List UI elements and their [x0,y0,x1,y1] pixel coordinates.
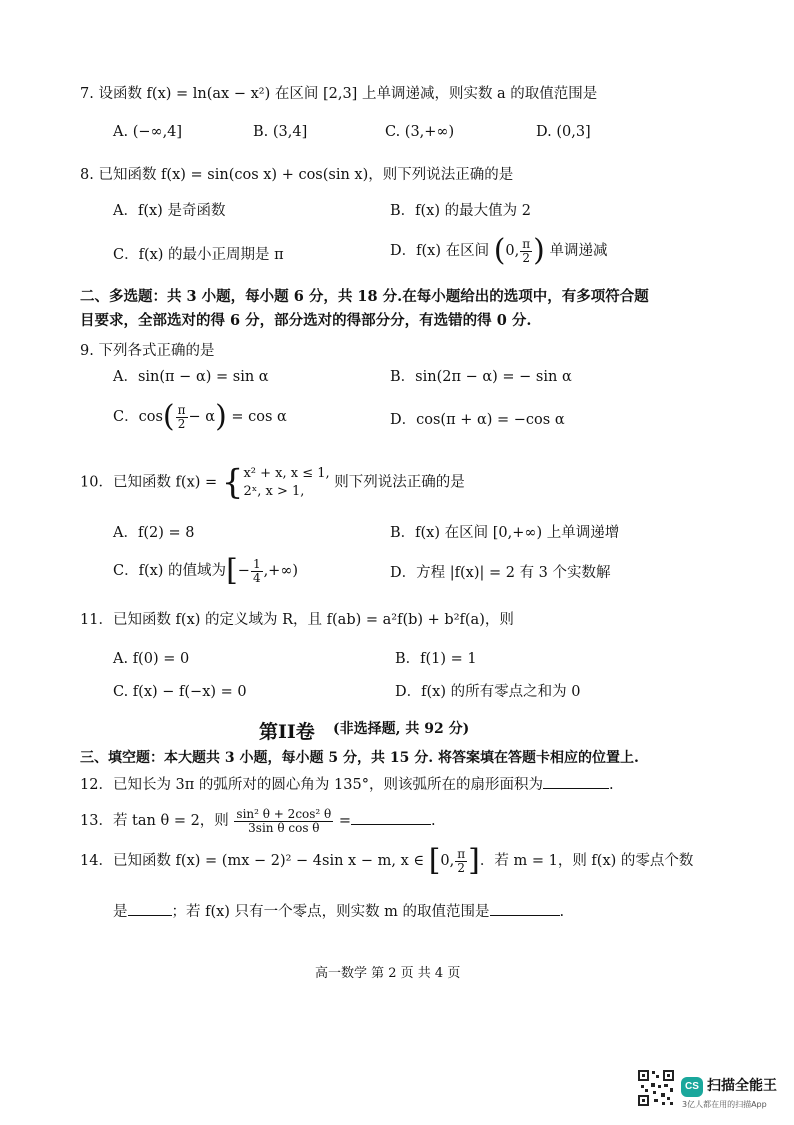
q14-line2: 是 ；若 f(x) 只有一个零点，则实数 m 的取值范围是 . [113,904,565,920]
q8-d-fraction: $\frac{\pi}{2}$ [522,236,531,265]
q8-option-c: C．f(x) 的最小正周期是 π [113,247,284,263]
q9-option-a: A．sin(π − α) = sin α [113,369,269,385]
q9-c-fraction: $\frac{\pi}{2}$ [177,402,186,431]
q9-option-d: D．cos(π + α) = −cos α [390,412,565,428]
scanner-app-title: 扫描全能王 [707,1078,777,1094]
q10-c-fraction: $\frac{1}{4}$ [252,556,261,585]
page-footer: 高一数学 第 2 页 共 4 页 [315,966,461,981]
q8-option-b: B．f(x) 的最大值为 2 [390,203,531,219]
q11-stem: 11．已知函数 f(x) 的定义域为 R，且 f(ab) = a²f(b) + b²f(a)，则 [80,612,514,628]
q8-option-a: A．f(x) 是奇函数 [113,203,226,219]
q10-option-c: C．f(x) 的值域为[− $\frac{1}{4}$ ,+∞) [113,553,299,588]
q13-stem: 13．若 tan θ = 2，则 $\frac{\text{sin² θ + 2cos² θ}}{\text{3sin θ cos θ}}$ = . [80,807,436,835]
q14-stem: 14．已知函数 f(x) = (mx − 2)² − 4sin x − m, x ∈ [0, $\frac{\pi}{2}$ ]．若 m = 1，则 f(x) 的零点个数 [80,843,694,878]
part2-title: 第II卷 [259,721,315,743]
q13-fraction: $\frac{\text{sin² θ + 2cos² θ}}{\text{3sin θ cos θ}}$ [236,807,332,835]
q7-option-a: A. (−∞,4] [113,124,183,140]
q8-option-d: D．f(x) 在区间 (0, $\frac{\pi}{2}$ ) 单调递减 [390,233,608,268]
q11-option-a: A. f(0) = 0 [113,651,190,667]
q12-answer-blank[interactable] [543,776,609,789]
q14-answer-blank-2[interactable] [490,903,560,916]
q14-fraction: $\frac{\pi}{2}$ [457,846,466,875]
q10-option-d: D．方程 |f(x)| = 2 有 3 个实数解 [390,565,611,581]
q10-piecewise: x² + x, x ≤ 1, 2ˣ, x > 1, [243,466,330,499]
q11-option-b: B．f(1) = 1 [395,651,477,667]
q9-option-c: C．cos( $\frac{\pi}{2}$ − α) = cos α [113,399,287,434]
q7-stem: 7. 设函数 f(x) = ln(ax − x²) 在区间 [2,3] 上单调递减，则实数 a 的取值范围是 [80,86,598,102]
scanner-app-slogan: 3亿人都在用的扫描App [682,1100,767,1109]
q8-stem: 8. 已知函数 f(x) = sin(cos x) + cos(sin x)，则下列说法正确的是 [80,167,514,183]
qr-code-icon [637,1069,675,1107]
q10-stem: 10．已知函数 f(x) = { x² + x, x ≤ 1, 2ˣ, x > 1, 则下列说法正确的是 [80,462,465,503]
q9-option-b: B．sin(2π − α) = − sin α [390,369,572,385]
q7-option-b: B. (3,4] [253,124,308,140]
cs-logo: CS [681,1077,703,1097]
q9-stem: 9. 下列各式正确的是 [80,343,215,359]
section3-heading: 三、填空题：本大题共 3 小题，每小题 5 分，共 15 分. 将答案填在答题卡相应的位置上. [80,750,639,766]
q10-option-a: A．f(2) = 8 [113,525,195,541]
q7-option-d: D. (0,3] [536,124,591,140]
section2-heading-line2: 目要求，全部选对的得 6 分，部分选对的得部分分，有选错的得 0 分. [80,312,532,329]
section2-heading-line1: 二、多选题：共 3 小题，每小题 6 分，共 18 分.在每小题给出的选项中，有多项符合题 [80,288,649,305]
q12-stem: 12．已知长为 3π 的弧所对的圆心角为 135°，则该弧所在的扇形面积为 . [80,777,614,793]
q11-option-d: D．f(x) 的所有零点之和为 0 [395,684,581,700]
q10-option-b: B．f(x) 在区间 [0,+∞) 上单调递增 [390,525,620,541]
q13-answer-blank[interactable] [351,812,431,825]
part2-subtitle: (非选择题, 共 92 分) [333,721,470,737]
q7-option-c: C. (3,+∞) [385,124,455,140]
q11-option-c: C. f(x) − f(−x) = 0 [113,684,247,700]
q14-answer-blank-1[interactable] [128,903,172,916]
